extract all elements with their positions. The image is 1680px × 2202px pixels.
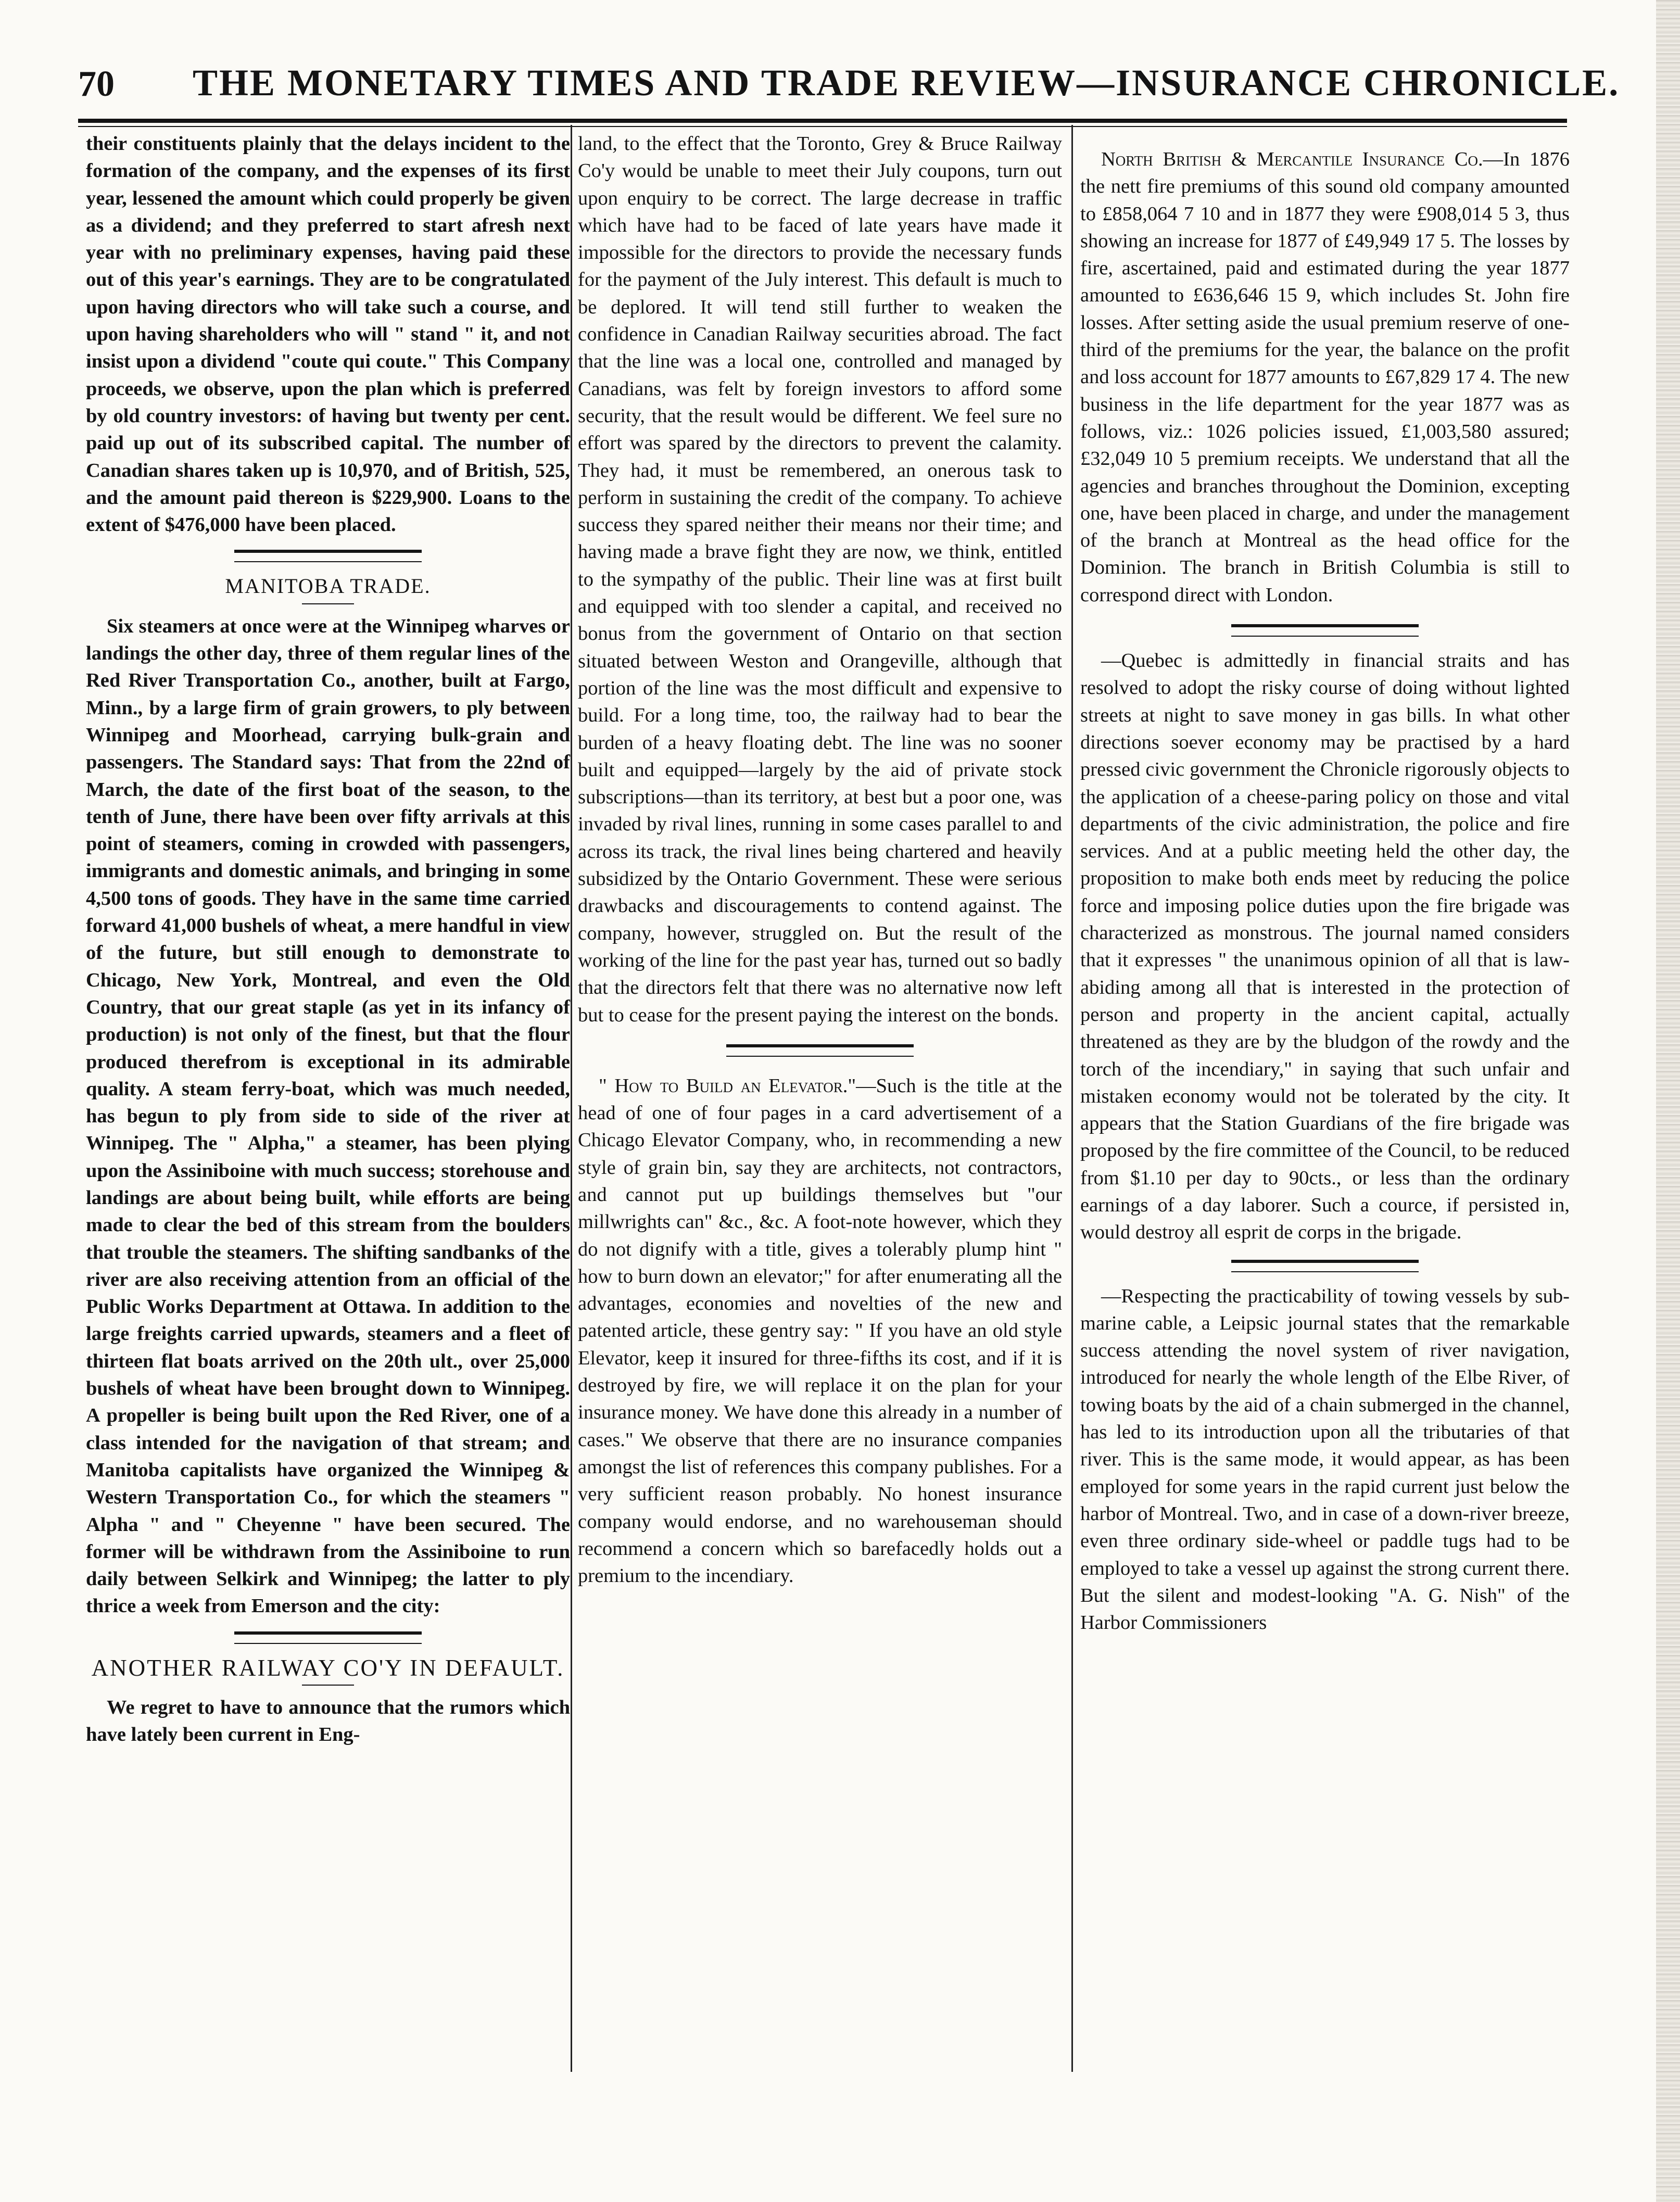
section-rule <box>1231 1260 1419 1272</box>
section-rule <box>234 1631 422 1644</box>
page-number: 70 <box>78 64 115 104</box>
article-manitoba-trade: Six steamers at once were at the Winnipeg wharves or landings the other day, three of them regular lines of the Red River Transportation Co., another, built at Fargo, Minn., by a large firm of grain growers, to ply between Winnipeg and Moorhead, carrying bulk-grain and passengers. The Standard says: That from the 22nd of March, the date of the first boat of the season, to the tenth of June, there have been over fifty arrivals at this point of steamers, coming in crowded with passengers, immigrants and domestic animals, and bringing in some 4,500 tons of goods. They have in the same time carried forward 41,000 bushels of wheat, a mere handful in view of the future, but still enough to demonstrate to Chicago, New York, Montreal, and even the Old Country, that our great staple (as yet in its infancy of production) is not only of the finest, but that the flour produced therefrom is exceptional in its admirable quality. A steam ferry-boat, which was much needed, has begun to ply from side to side of the river at Winnipeg. The " Alpha," a steamer, has been plying upon the Assiniboine with much success; storehouse and landings are about being built, while efforts are being made to clear the bed of this stream from the boulders that trouble the steamers. The shifting sandbanks of the river are also receiving attention from an official of the Public Works Department at Ottawa. In addition to the large freights carried upwards, steamers and a fleet of thirteen flat boats arrived on the 20th ult., over 25,000 bushels of wheat have been brought down to Winnipeg. A propeller is being built upon the Red River, one of a class intended for the navigation of that stream; and Manitoba capitalists have organized the Winnipeg & Western Transportation Co., for which the steamers " Alpha " and " Cheyenne " have been secured. The former will be withdrawn from the Assiniboine to run daily between Selkirk and Winnipeg; the latter to ply thrice a week from Emerson and the city: <box>86 615 570 1617</box>
header-rule <box>78 119 1567 127</box>
article-railway-start: We regret to have to announce that the rumors which have lately been current in Eng- <box>86 1697 570 1746</box>
section-rule <box>726 1044 914 1057</box>
article-continuation: their constituents plainly that the delays incident to the formation of the company, and the expenses of its first year, lessened the amount which could properly be given as a dividend; and they preferred to start afresh next year with no preliminary expenses, having paid these out of this year's earnings. They are to be congratulated upon having directors who will take such a course, and upon having shareholders who will " stand " it, and not insist upon a dividend "coute qui coute." This Company proceeds, we observe, upon the plan which is preferred by old country investors: of having but twenty per cent. paid up out of its subscribed capital. The number of Canadian shares taken up is 10,970, and of British, 525, and the amount paid thereon is $229,900. Loans to the extent of $476,000 have been placed. <box>86 133 570 536</box>
article-railway-continuation: land, to the effect that the Toronto, Grey & Bruce Railway Co'y would be unable to meet their July coupons, turn out upon enquiry to be correct. The large decrease in traffic which have had to be faced of late years have made it impossible for the directors to provide the necessary funds for the payment of the July interest. This default is much to be deplored. It will tend still further to weaken the confidence in Canadian Railway securities abroad. The fact that the line was a local one, controlled and managed by Canadians, was felt by foreign investors to afford some security, that the result would be different. We feel sure no effort was spared by the directors to prevent the calamity. They had, it must be remembered, an onerous task to perform in sustaining the credit of the company. To achieve success they spared neither their means nor their time; and having made a brave fight they are now, we think, entitled to the sympathy of the public. Their line was at first built and equipped with too slender a capital, and received no bonus from the government of Ontario on that section situated between Weston and Orangeville, although that portion of the line was the most difficult and expensive to build. For a long time, too, the railway had to bear the burden of a heavy floating debt. The line was no sooner built and equipped—largely by the aid of private stock subscriptions—than its territory, at best but a poor one, was invaded by rival lines, running in some cases parallel to and across its track, the rival lines being chartered and heavily subsidized by the Ontario Government. These were serious drawbacks and discouragements to contend against. The company, however, struggled on. But the result of the working of the line for the past year has, turned out so badly that the directors felt that there was no alternative now left but to cease for the present paying the interest on the bonds. <box>578 133 1062 1026</box>
north-british-heading: North British & Mercantile Insurance Co. <box>1101 148 1483 170</box>
scan-edge <box>1656 0 1680 2202</box>
column-divider <box>1071 125 1073 2072</box>
north-british-body: —In 1876 the nett fire premiums of this sound old company amounted to £858,064 7 10 and in 1877 they were £908,014 5 3, thus showing an increase for 1877 of £49,949 17 5. The losses by fire, ascertained, paid and estimated during the year 1877 amounted to £636,646 15 9, which includes St. John fire losses. After setting aside the usual premium reserve of one-third of the premiums for the year, the balance on the profit and loss account for 1877 amounts to £67,829 17 4. The new business in the life department for the year 1877 was as follows, viz.: 1026 policies issued, £1,003,580 assured; £32,049 10 5 premium receipts. We understand that all the agencies and branches throughout the Dominion, excepting one, have been placed in charge, and under the management of the branch at Montreal as the head office for the Dominion. The branch in British Columbia is still to correspond direct with London. <box>1080 148 1570 606</box>
heading-railway-default: ANOTHER RAILWAY CO'Y IN DEFAULT. <box>91 1654 565 1681</box>
section-rule <box>1231 624 1419 637</box>
heading-dash <box>302 603 354 604</box>
column-3 <box>1080 130 1570 1636</box>
journal-title: THE MONETARY TIMES AND TRADE REVIEW—INSURANCE CHRONICLE. <box>193 62 1620 104</box>
article-quebec: —Quebec is admittedly in financial straits and has resolved to adopt the risky course of doing without lighted streets at night to save money in gas bills. In what other directions soever economy may be practised by a hard pressed civic government the Chronicle rigorously objects to the application of a cheese-paring policy on those and vital departments of the civic administration, the police and fire services. And at a public meeting held the other day, the proposition to make both ends meet by reducing the police force and imposing police duties upon the fire brigade was characterized as monstrous. The journal named considers that it expresses " the unanimous opinion of all that is law-abiding among all that is interested in the protection of person and property in the ancient capital, actually threatened as they are by the bludgon of the rowdy and the torch of the incendiary," in saying that such unfair and mistaken economy would not be tolerated by the city. It appears that the Station Guardians of the fire brigade was proposed by the fire committee of the Council, to be reduced from $1.10 per day to 90cts., or less than the ordinary earnings of a day laborer. Such a cource, if persisted in, would destroy all esprit de corps in the brigade. <box>1080 650 1570 1244</box>
heading-manitoba-trade: MANITOBA TRADE. <box>225 574 431 598</box>
page-header <box>78 61 1620 119</box>
elevator-heading: " How to Build an Elevator." <box>599 1074 856 1097</box>
column-divider <box>571 125 572 2072</box>
section-rule <box>234 550 422 562</box>
column-1 <box>86 130 570 1749</box>
elevator-body: —Such is the title at the head of one of four pages in a card advertisement of a Chicago Elevator Company, who, in recommending a new style of grain bin, say they are architects, not contractors, and cannot put up buildings themselves but "our millwrights can" &c., &c. A foot-note however, which they do not dignify with a title, gives a tolerably plump hint " how to burn down an elevator;" for after enumerating all the advantages, economies and novelties of the new and patented article, these gentry say: " If you have an old style Elevator, keep it insured for three-fifths its cost, and if it is destroyed by fire, we will replace it on the plan for your insurance money. We have done this already in a number of cases." We observe that there are no insurance companies amongst the list of references this company publishes. For a very sufficient reason probably. No honest insurance company would endorse, and no warehouseman should recommend a concern which so barefacedly holds out a premium to the incendiary. <box>578 1074 1062 1587</box>
column-2 <box>578 130 1062 1589</box>
heading-dash <box>302 1685 354 1686</box>
article-elevator <box>578 1072 1062 1590</box>
article-towing: —Respecting the practicability of towing vessels by sub-marine cable, a Leipsic journal states that the remarkable success attending the novel system of river navigation, introduced for nearly the whole length of the Elbe River, of towing boats by the aid of a chain submerged in the channel, has led to its introduction upon all the tributaries of that river. This is the same mode, it would appear, as has been employed for some years in the rapid current just below the harbor of Montreal. Two, and in case of a down-river breeze, even three ordinary side-wheel or paddle tugs had to be employed to take a vessel up against the strong current there. But the silent and modest-looking "A. G. Nish" of the Harbor Commissioners <box>1080 1285 1570 1634</box>
article-north-british <box>1080 146 1570 609</box>
